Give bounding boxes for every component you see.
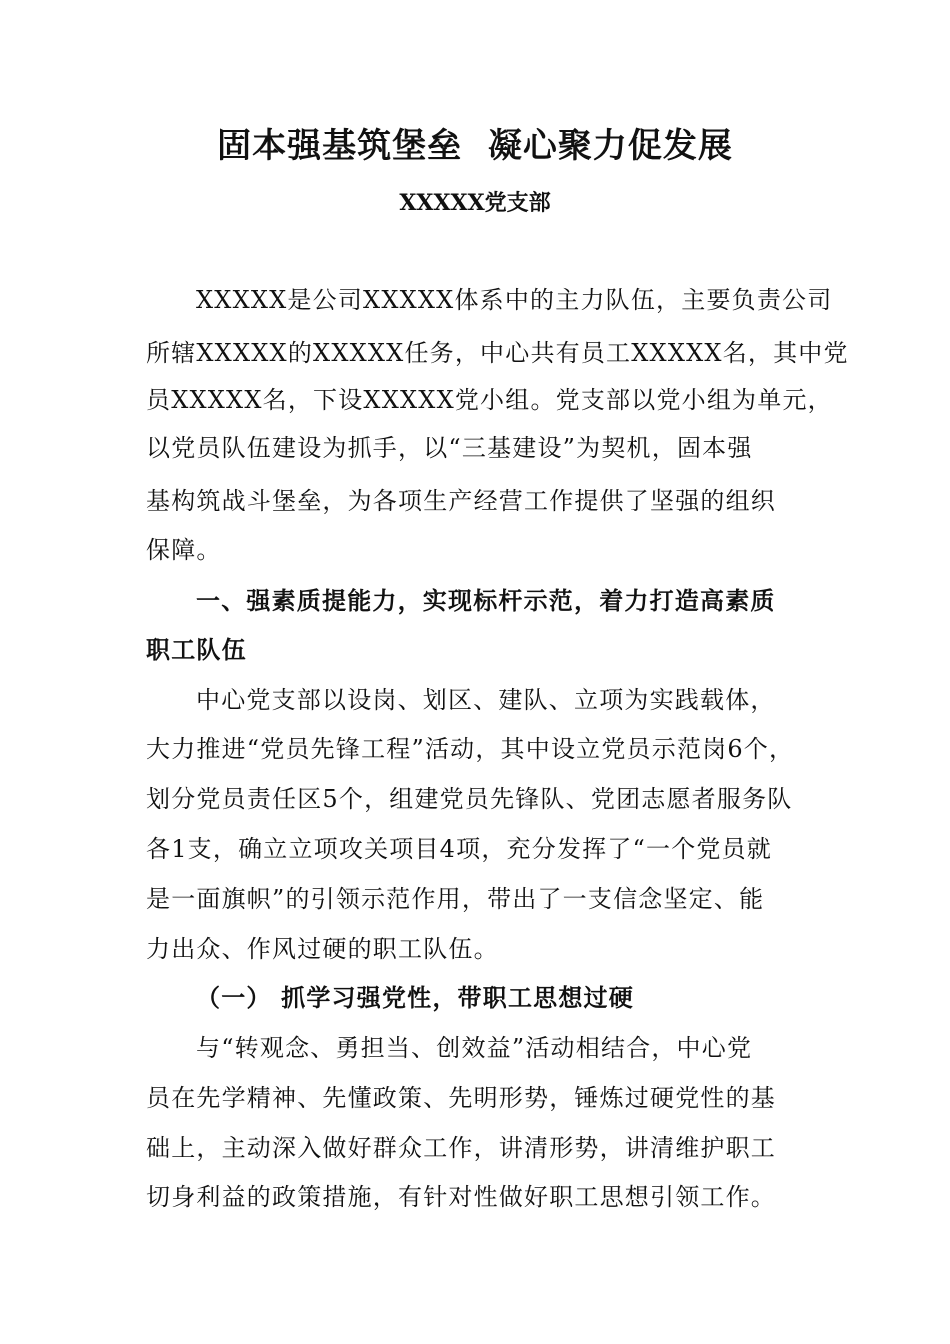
subsection-line: 切身利益的政策措施，有针对性做好职工思想引领工作。	[146, 1183, 776, 1211]
subsection-line: 与“转观念、勇担当、创效益”活动相结合，中心党	[196, 1034, 753, 1062]
intro-line: 基构筑战斗堡垒，为各项生产经营工作提供了坚强的组织	[146, 487, 776, 515]
section-heading: 职工队伍	[146, 636, 247, 664]
section-line: 是一面旗帜”的引领示范作用，带出了一支信念坚定、能	[146, 885, 765, 913]
document-title: 固本强基筑堡垒 凝心聚力促发展	[217, 126, 733, 166]
section-line: 中心党支部以设岗、划区、建队、立项为实践载体，	[196, 686, 776, 714]
section-line: 各1支，确立立项攻关项目4项，充分发挥了“一个党员就	[146, 835, 773, 863]
document-author: XXXXX党支部	[399, 190, 551, 216]
intro-line: 所辖XXXXX的XXXXX任务，中心共有员工XXXXX名，其中党	[146, 339, 849, 367]
section-line: 大力推进“党员先锋工程”活动，其中设立党员示范岗6个，	[146, 735, 795, 763]
subsection-line: 础上，主动深入做好群众工作，讲清形势，讲清维护职工	[146, 1134, 776, 1162]
subsection-heading: （一） 抓学习强党性，带职工思想过硬	[196, 984, 634, 1012]
intro-line: 保障。	[146, 536, 222, 564]
intro-line: 员XXXXX名，下设XXXXX党小组。党支部以党小组为单元，	[146, 386, 833, 414]
section-line: 划分党员责任区5个，组建党员先锋队、党团志愿者服务队	[146, 785, 793, 813]
intro-line: XXXXX是公司XXXXX体系中的主力队伍，主要负责公司	[196, 286, 833, 314]
subsection-line: 员在先学精神、先懂政策、先明形势，锤炼过硬党性的基	[146, 1084, 776, 1112]
section-heading: 一、强素质提能力，实现标杆示范，着力打造高素质	[196, 587, 776, 615]
intro-line: 以党员队伍建设为抓手，以“三基建设”为契机，固本强	[146, 434, 753, 462]
section-line: 力出众、作风过硬的职工队伍。	[146, 935, 499, 963]
